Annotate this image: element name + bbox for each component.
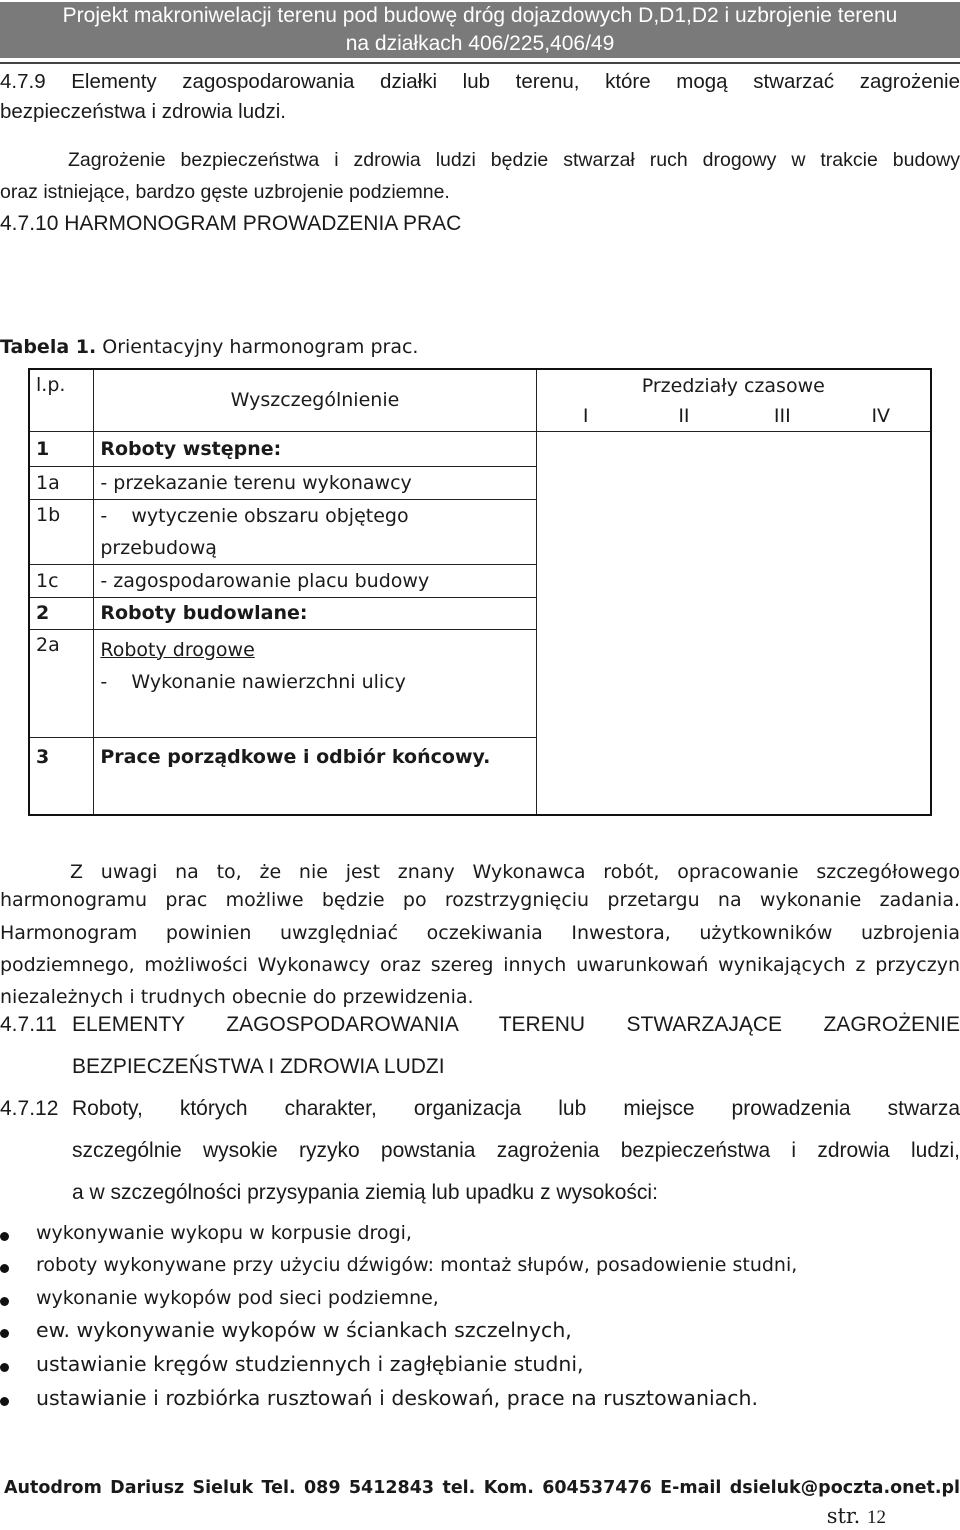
section-4711-heading-line2: BEZPIECZEŃSTWA I ZDROWIA LUDZI	[72, 1055, 445, 1078]
table-row-desc: - przekazanie terenu wykonawcy	[94, 466, 536, 499]
bullet-icon	[0, 1232, 9, 1241]
list-item-text: ew. wykonywanie wykopów w ściankach szczelnych,	[36, 1318, 572, 1342]
header-title-line2: na działkach 406/225,406/49	[345, 32, 615, 55]
schedule-paragraph-line2: harmonogramu prac możliwe będzie po rozstrzygnięciu przetargu na wykonanie zadania.	[0, 889, 960, 911]
list-item-text: ustawianie i rozbiórka rusztowań i deskowań, prace na rusztowaniach.	[36, 1386, 758, 1410]
period-header-4: IV	[832, 401, 932, 431]
list-item-text: wykonywanie wykopu w korpusie drogi,	[36, 1222, 412, 1244]
list-item	[0, 1352, 960, 1382]
table-header-periods: Przedziały czasowe	[536, 369, 931, 401]
page-number	[827, 1504, 886, 1529]
table-row-lp: 1a	[29, 466, 94, 499]
table-row-lp: 1c	[29, 564, 94, 597]
threat-paragraph-line2: oraz istniejące, bardzo gęste uzbrojenie podziemne.	[0, 181, 450, 203]
bullet-icon	[0, 1329, 9, 1338]
table-header-desc: Wyszczególnienie	[94, 369, 536, 431]
schedule-paragraph-line3: Harmonogram powinien uwzględniać oczekiwania Inwestora, użytkowników uzbrojenia	[0, 922, 960, 944]
section-4711-heading-line1: ELEMENTY ZAGOSPODAROWANIA TERENU STWARZAJĄCE ZAGROŻENIE	[72, 1013, 960, 1036]
page-number-label: str.	[826, 1504, 861, 1528]
table-caption-text: Orientacyjny harmonogram prac.	[102, 336, 419, 358]
schedule-paragraph-line1: Z uwagi na to, że nie jest znany Wykonawca robót, opracowanie szczegółowego	[70, 861, 960, 883]
list-item-text: ustawianie kręgów studziennych i zagłębianie studni,	[36, 1352, 584, 1376]
schedule-table	[28, 368, 932, 816]
section-479-heading-line2: bezpieczeństwa i zdrowia ludzi.	[0, 100, 286, 123]
section-4711-number: 4.7.11	[0, 1013, 57, 1036]
table-row-desc-line1: Roboty drogowe	[100, 638, 255, 661]
table-header-lp: l.p.	[29, 369, 94, 431]
table-row-desc: Prace porządkowe i odbiór końcowy.	[94, 737, 536, 815]
bullet-icon	[0, 1363, 9, 1372]
document-header	[0, 2, 960, 58]
table-row-desc: Roboty budowlane:	[94, 597, 536, 629]
list-item	[0, 1254, 960, 1282]
section-479-heading-line1: 4.7.9 Elementy zagospodarowania działki lub terenu, które mogą stwarzać zagrożenie	[0, 70, 960, 93]
table-row-desc: - zagospodarowanie placu budowy	[94, 564, 536, 597]
table-row-desc	[94, 629, 536, 737]
table-row-desc	[94, 499, 536, 564]
table-caption-label: Tabela 1.	[0, 336, 97, 358]
bullet-icon	[0, 1264, 9, 1273]
table-row-desc-line1: - wytyczenie obszaru objętego	[100, 504, 409, 527]
threat-paragraph-line1: Zagrożenie bezpieczeństwa i zdrowia ludzi będzie stwarzał ruch drogowy w trakcie budowy	[68, 149, 960, 171]
table-row-lp: 3	[29, 737, 94, 815]
table-row-lp: 2a	[29, 629, 94, 737]
schedule-paragraph-line5: niezależnych i trudnych obecnie do przewidzenia.	[0, 986, 474, 1008]
section-4710-heading: 4.7.10 HARMONOGRAM PROWADZENIA PRAC	[0, 212, 462, 235]
section-4712-line2: szczególnie wysokie ryzyko powstania zagrożenia bezpieczeństwa i zdrowia ludzi,	[72, 1139, 960, 1162]
section-4712-line1: Roboty, których charakter, organizacja lub miejsce prowadzenia stwarza	[72, 1097, 960, 1120]
table-row-desc-line2: - Wykonanie nawierzchni ulicy	[100, 670, 406, 693]
period-header-1: I	[536, 401, 635, 431]
table-caption	[0, 336, 418, 358]
schedule-paragraph-line4: podziemnego, możliwości Wykonawcy oraz szereg innych uwarunkowań wynikających z przyczyn	[0, 954, 960, 976]
section-4712-line3: a w szczególności przysypania ziemią lub upadku z wysokości:	[72, 1181, 658, 1204]
table-row-lp: 2	[29, 597, 94, 629]
periods-body-cell	[536, 431, 931, 815]
list-item-text: wykonanie wykopów pod sieci podziemne,	[36, 1287, 439, 1309]
page-number-value: 12	[867, 1507, 886, 1528]
list-item	[0, 1222, 960, 1250]
header-title-line1: Projekt makroniwelacji terenu pod budowę dróg dojazdowych D,D1,D2 i uzbrojenie terenu	[62, 4, 898, 27]
table-row-desc-line2: przebudową	[100, 536, 217, 559]
table-row-lp: 1b	[29, 499, 94, 564]
footer-contact: Autodrom Dariusz Sieluk Tel. 089 5412843 tel. Kom. 604537476 E-mail dsieluk@poczta.onet.pl	[4, 1478, 960, 1498]
list-item	[0, 1386, 960, 1416]
bullet-icon	[0, 1297, 9, 1306]
bullet-icon	[0, 1397, 9, 1406]
header-divider	[0, 62, 960, 64]
list-item	[0, 1318, 960, 1348]
period-header-3: III	[733, 401, 831, 431]
period-header-2: II	[635, 401, 733, 431]
list-item-text: roboty wykonywane przy użyciu dźwigów: montaż słupów, posadowienie studni,	[36, 1254, 798, 1276]
table-row-desc: Roboty wstępne:	[94, 431, 536, 466]
list-item	[0, 1287, 960, 1315]
table-row-lp: 1	[29, 431, 94, 466]
section-4712-number: 4.7.12	[0, 1097, 59, 1120]
